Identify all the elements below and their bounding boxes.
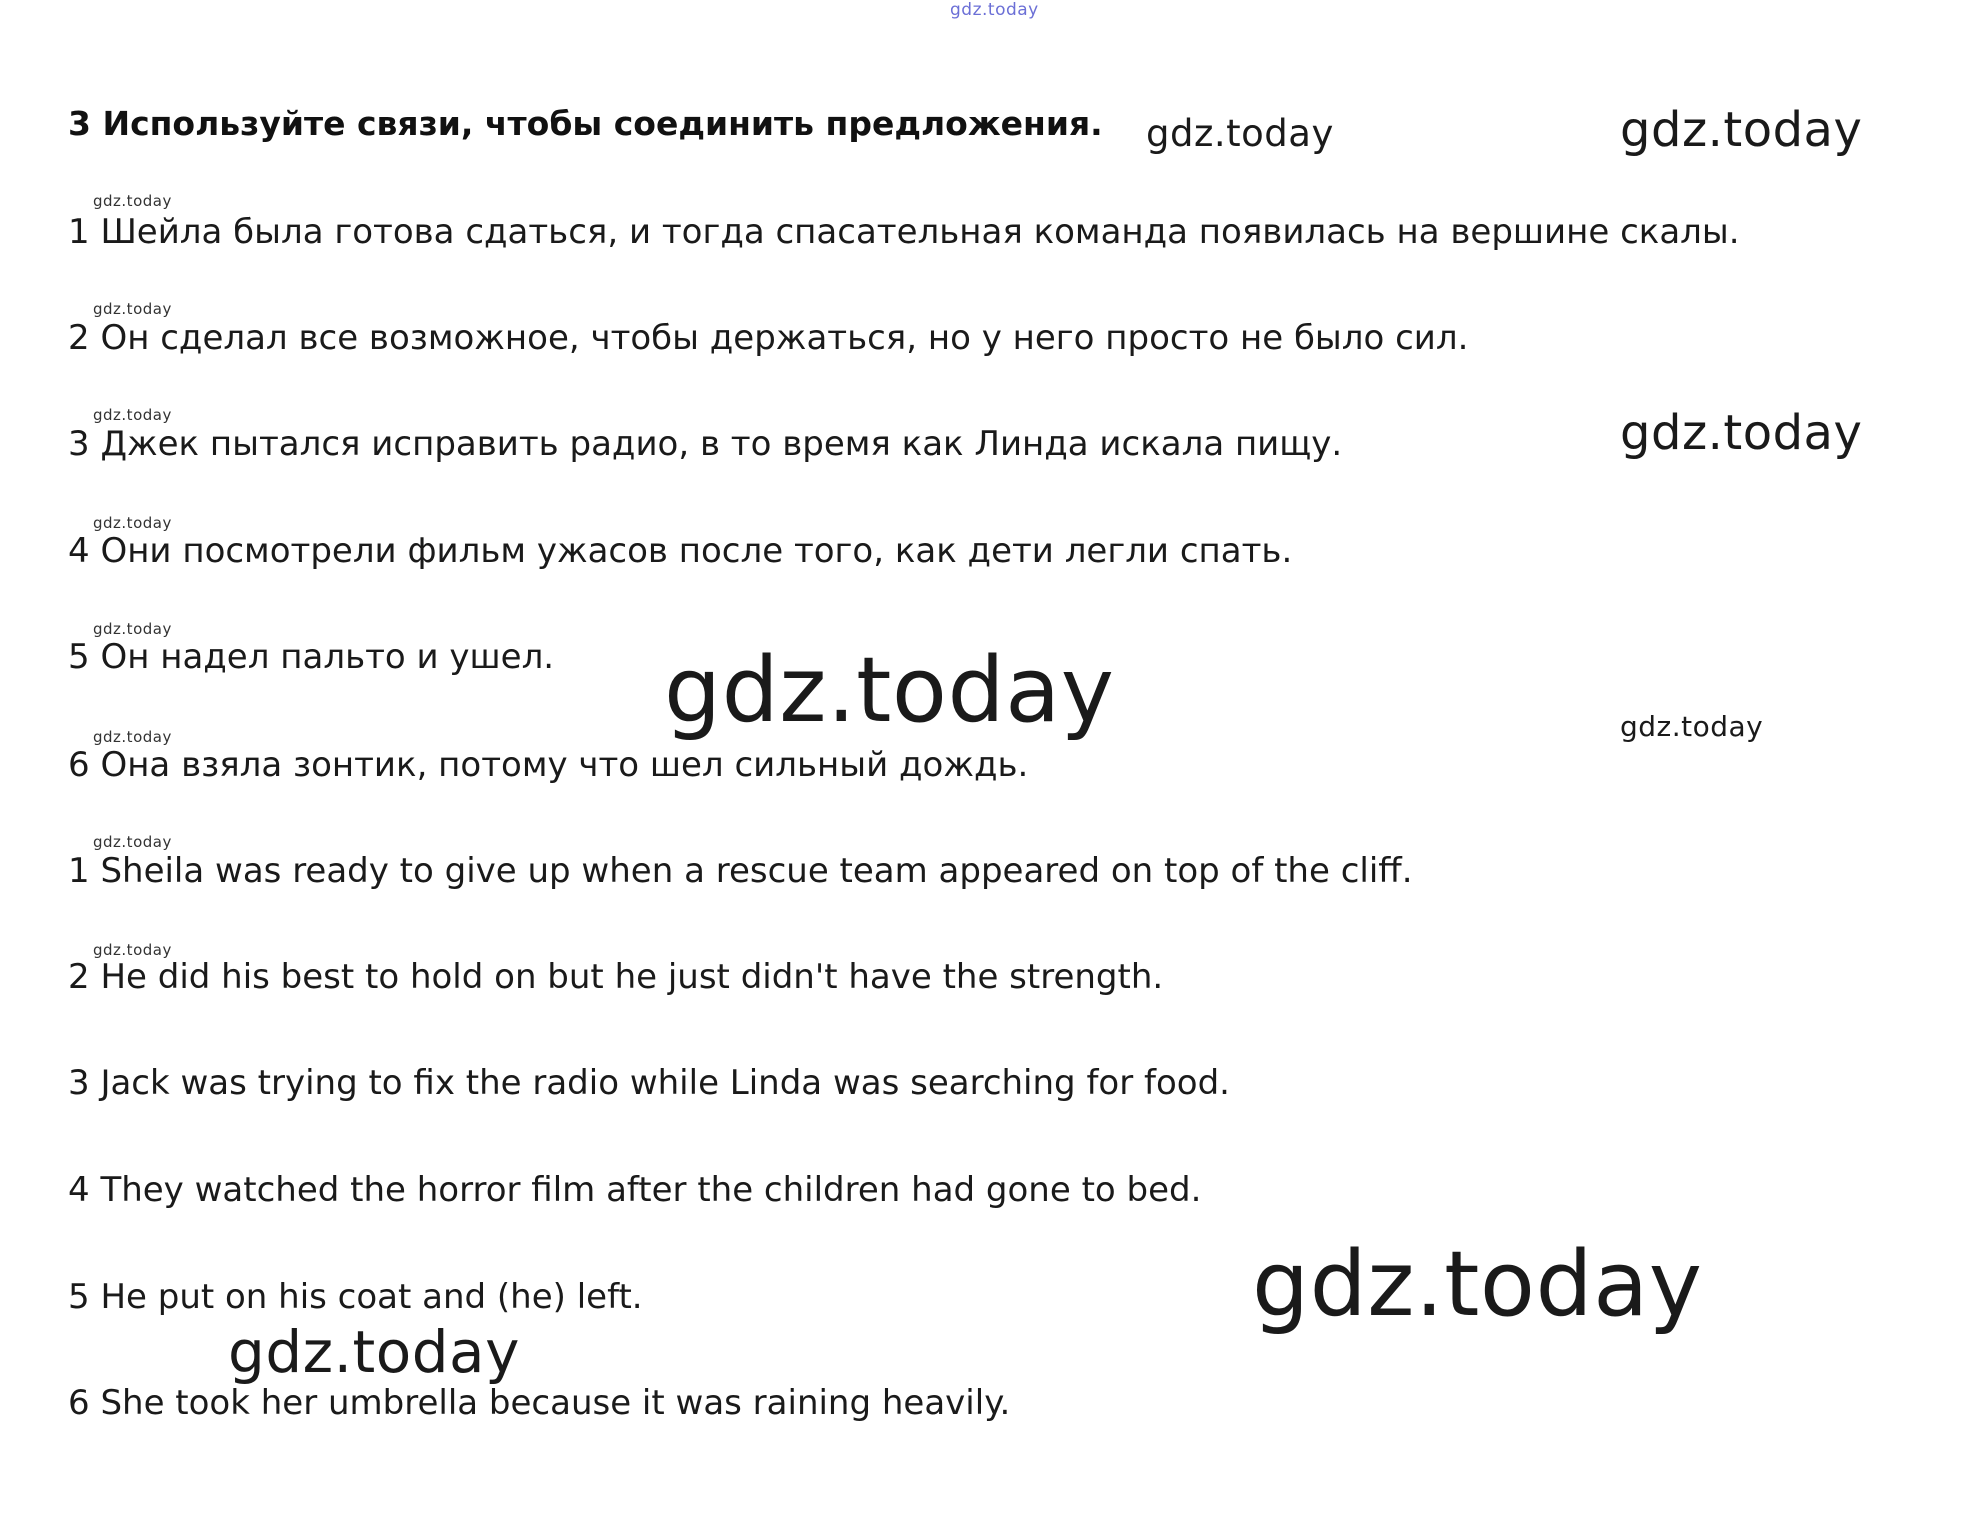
watermark-small: gdz.today — [93, 620, 172, 638]
watermark-large-center: gdz.today — [664, 638, 1115, 743]
watermark-top-right: gdz.today — [1620, 102, 1863, 158]
watermark-large-bottom-right: gdz.today — [1252, 1232, 1703, 1337]
english-sentence-4: 4 They watched the horror film after the children had gone to bed. — [68, 1170, 1202, 1210]
english-sentence-6: 6 She took her umbrella because it was raining heavily. — [68, 1383, 1011, 1423]
english-sentence-1: 1 Sheila was ready to give up when a rescue team appeared on top of the cliff. — [68, 851, 1413, 891]
watermark-small: gdz.today — [93, 514, 172, 532]
watermark-small: gdz.today — [93, 941, 172, 959]
watermark-right-mid: gdz.today — [1620, 405, 1863, 461]
russian-sentence-5: 5 Он надел пальто и ушел. — [68, 637, 555, 677]
watermark-small: gdz.today — [93, 833, 172, 851]
watermark-heading-inline: gdz.today — [1146, 112, 1334, 155]
watermark-small: gdz.today — [93, 192, 172, 210]
watermark-right-small: gdz.today — [1620, 710, 1764, 743]
russian-sentence-2: 2 Он сделал все возможное, чтобы держаться, но у него просто не было сил. — [68, 318, 1469, 358]
russian-sentence-6: 6 Она взяла зонтик, потому что шел сильный дождь. — [68, 745, 1029, 785]
watermark-small: gdz.today — [93, 728, 172, 746]
watermark-small: gdz.today — [93, 300, 172, 318]
english-sentence-5: 5 He put on his coat and (he) left. — [68, 1277, 643, 1317]
russian-sentence-3: 3 Джек пытался исправить радио, в то время как Линда искала пищу. — [68, 424, 1343, 464]
russian-sentence-1: 1 Шейла была готова сдаться, и тогда спасательная команда появилась на вершине скалы. — [68, 212, 1740, 252]
watermark-small: gdz.today — [93, 406, 172, 424]
russian-sentence-4: 4 Они посмотрели фильм ужасов после того, как дети легли спать. — [68, 531, 1293, 571]
watermark-bottom-left: gdz.today — [228, 1318, 520, 1386]
english-sentence-2: 2 He did his best to hold on but he just didn't have the strength. — [68, 957, 1164, 997]
exercise-heading: 3 Используйте связи, чтобы соединить предложения. — [68, 104, 1103, 143]
english-sentence-3: 3 Jack was trying to fix the radio while Linda was searching for food. — [68, 1063, 1230, 1103]
watermark-top: gdz.today — [950, 0, 1039, 20]
